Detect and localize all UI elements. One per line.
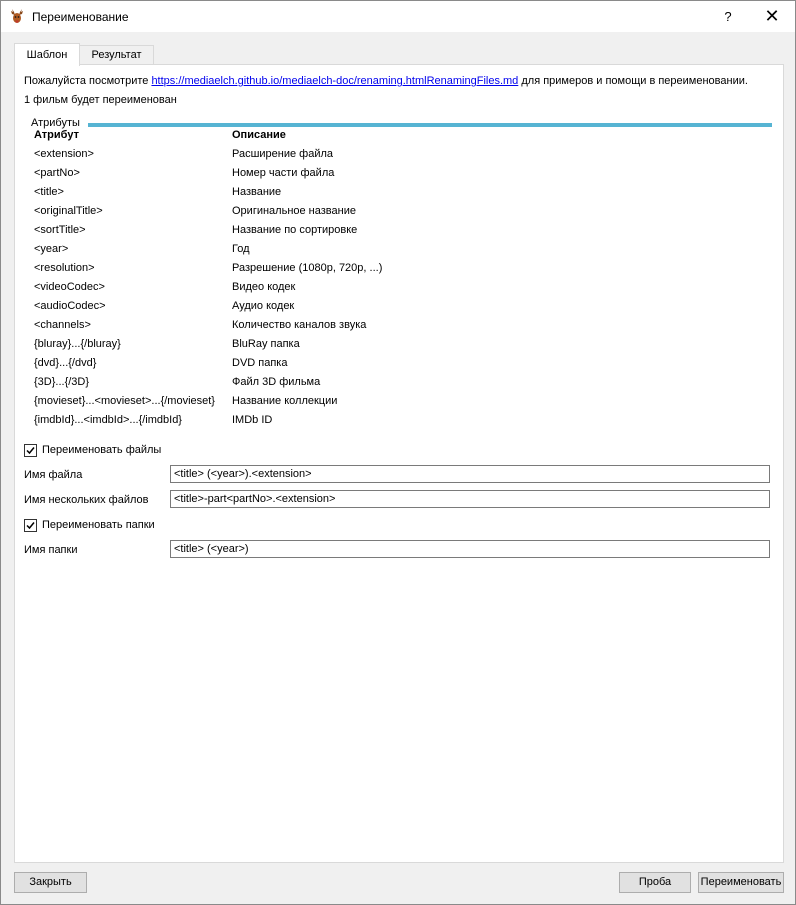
tab-template[interactable]: Шаблон (14, 43, 80, 66)
table-row (34, 414, 774, 433)
attribute-name: <extension> (34, 148, 94, 160)
table-row (34, 167, 774, 186)
close-window-button[interactable]: ✕ (764, 6, 780, 26)
window-title: Переименование (32, 10, 129, 24)
folder-name-label: Имя папки (24, 544, 78, 556)
table-row (34, 205, 774, 224)
close-button[interactable]: Закрыть (14, 872, 87, 893)
template-panel (14, 64, 784, 863)
attribute-description: Файл 3D фильма (232, 376, 321, 388)
attribute-name: <sortTitle> (34, 224, 86, 236)
attribute-description: Название по сортировке (232, 224, 358, 236)
attributes-header (34, 129, 774, 148)
table-row (34, 186, 774, 205)
attribute-name: <resolution> (34, 262, 95, 274)
tab-result[interactable]: Результат (79, 45, 154, 65)
table-row (34, 224, 774, 243)
attribute-name: <videoCodec> (34, 281, 105, 293)
title-bar (1, 1, 795, 32)
attribute-description: DVD папка (232, 357, 288, 369)
attribute-description: Номер части файла (232, 167, 335, 179)
rename-files-checkbox[interactable] (24, 444, 37, 457)
attribute-description: IMDb ID (232, 414, 273, 426)
rename-files-label[interactable]: Переименовать файлы (42, 444, 162, 456)
rename-folders-label[interactable]: Переименовать папки (42, 519, 155, 531)
attribute-description: Название коллекции (232, 395, 338, 407)
attribute-description: BluRay папка (232, 338, 300, 350)
attribute-name: <year> (34, 243, 69, 255)
attribute-name: <partNo> (34, 167, 80, 179)
help-text (24, 75, 748, 87)
dry-run-button[interactable]: Проба (619, 872, 691, 893)
attribute-name: {movieset}...<movieset>...{/movieset} (34, 395, 215, 407)
attribute-description: Год (232, 243, 250, 255)
attribute-name: <originalTitle> (34, 205, 103, 217)
header-description: Описание (232, 129, 286, 141)
attribute-name: <title> (34, 186, 64, 198)
rename-count: 1 фильм будет переименован (24, 94, 177, 106)
docs-link[interactable]: https://mediaelch.github.io/mediaelch-doc/renaming.htmlRenamingFiles.md (151, 75, 519, 87)
attribute-name: <channels> (34, 319, 91, 331)
multi-filename-input[interactable] (170, 490, 770, 508)
table-row (34, 281, 774, 300)
table-row (34, 357, 774, 376)
filename-input[interactable] (170, 465, 770, 483)
help-button[interactable]: ? (724, 9, 732, 24)
table-row (34, 300, 774, 319)
attribute-name: {dvd}...{/dvd} (34, 357, 97, 369)
attribute-description: Расширение файла (232, 148, 334, 160)
table-row (34, 148, 774, 167)
attribute-description: Оригинальное название (232, 205, 356, 217)
table-row (34, 338, 774, 357)
multi-filename-label: Имя нескольких файлов (24, 494, 149, 506)
attribute-description: Аудио кодек (232, 300, 295, 312)
table-row (34, 376, 774, 395)
folder-name-input[interactable] (170, 540, 770, 558)
header-attribute: Атрибут (34, 129, 79, 141)
filename-label: Имя файла (24, 469, 83, 481)
table-row (34, 262, 774, 281)
deer-app-icon (9, 8, 25, 25)
checkmark-icon (26, 521, 35, 530)
attribute-name: {imdbId}...<imdbId>...{/imdbId} (34, 414, 182, 426)
attribute-description: Название (232, 186, 282, 198)
attributes-accent-bar (88, 123, 772, 127)
table-row (34, 243, 774, 262)
attribute-description: Количество каналов звука (232, 319, 367, 331)
rename-folders-checkbox[interactable] (24, 519, 37, 532)
help-text-prefix: Пожалуйста посмотрите (24, 75, 152, 87)
rename-button[interactable]: Переименовать (698, 872, 784, 893)
attribute-name: {bluray}...{/bluray} (34, 338, 121, 350)
attribute-description: Разрешение (1080p, 720p, ...) (232, 262, 383, 274)
checkmark-icon (26, 446, 35, 455)
help-text-suffix: для примеров и помощи в переименовании. (518, 75, 748, 87)
attribute-name: {3D}...{/3D} (34, 376, 90, 388)
table-row (34, 319, 774, 338)
attributes-group-label: Атрибуты (31, 117, 80, 129)
attribute-name: <audioCodec> (34, 300, 106, 312)
attribute-description: Видео кодек (232, 281, 296, 293)
table-row (34, 395, 774, 414)
